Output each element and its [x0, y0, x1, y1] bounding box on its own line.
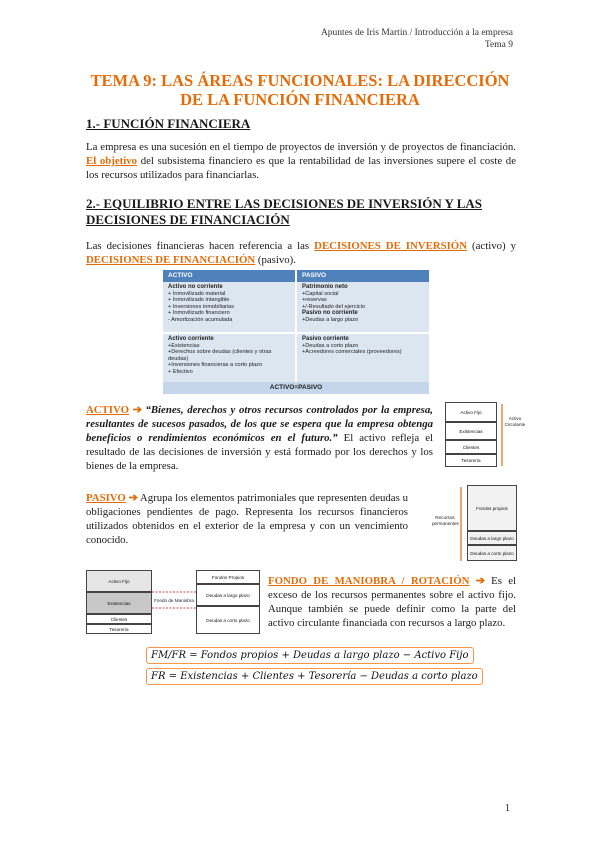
- fondo-text: Es el exceso de los recursos permanentes sobre el activo fijo. Aunque también se puede definir como la parte del activo circulante financiada con recursos a largo plazo.: [268, 575, 517, 629]
- balance-header-pasivo: PASIVO: [297, 270, 429, 282]
- fondo-label: FONDO DE MANIOBRA / ROTACIÓN: [268, 575, 470, 587]
- pn-title: Patrimonio neto: [302, 284, 348, 290]
- anc-title: Activo no corriente: [168, 284, 223, 290]
- activo-label: ACTIVO: [86, 404, 129, 416]
- ac-title: Activo corriente: [168, 336, 214, 342]
- s2-hl-inversion: DECISIONES DE INVERSIÓN: [314, 240, 467, 252]
- fm-tesoreria-box: Tesorería: [86, 624, 152, 634]
- activo-paragraph: [86, 403, 433, 473]
- pc-title: Pasivo corriente: [302, 336, 349, 342]
- pasivo-diagram: [432, 485, 522, 565]
- balance-footer: ACTIVO=PASIVO: [163, 382, 429, 394]
- s2-heading-line-1: 2.- EQUILIBRIO ENTRE LAS DECISIONES DE INVERSIÓN Y LAS: [86, 196, 482, 211]
- s1-text-b: del subsistema financiero es que la rentabilidad de las inversiones supere el coste de los recursos utilizados para financiarlas.: [86, 155, 517, 181]
- anc-item: + Inversiones inmobiliarias: [168, 303, 235, 310]
- header-line-1: Apuntes de Iris Martín / Introducción a la empresa: [320, 28, 513, 38]
- pc-item: +Acreedores comerciales (proveedores): [302, 349, 402, 356]
- activo-arrow-icon: ➔: [132, 404, 142, 416]
- anc-item: - Amortización acumulada: [168, 316, 233, 323]
- fondo-arrow-icon: ➔: [475, 575, 485, 587]
- formula-fm: FM/FR = Fondos propios + Deudas a largo plazo − Activo Fijo: [146, 647, 474, 664]
- balance-table: [163, 270, 429, 394]
- section-2-paragraph: [86, 239, 516, 267]
- pn-item: +reservas: [302, 297, 327, 304]
- anc-cell: [163, 284, 295, 324]
- s2-hl-financiacion: DECISIONES DE FINANCIACIÓN: [86, 254, 256, 266]
- pasivo-paragraph: [86, 491, 408, 547]
- fm-clientes-box: Clientes: [86, 614, 152, 624]
- fm-activo-fijo-box: Activo Fijo: [86, 570, 152, 592]
- fm-deudas-corto-box: Deudas a corto plazo: [196, 606, 260, 634]
- pnc-item: +Deudas a largo plazo: [302, 316, 359, 323]
- activo-fijo-box: Activo Fijo: [445, 402, 497, 422]
- pasivo-arrow-line-icon: [458, 485, 466, 563]
- ac-item: +Existencias: [168, 342, 200, 349]
- anc-item: + Inmovilizado financiero: [168, 310, 230, 317]
- balance-row-divider: [163, 332, 429, 334]
- activo-arrow-line-icon: [499, 402, 507, 468]
- pasivo-text: Agrupa los elementos patrimoniales que representen deudas u obligaciones pendientes de pago. Representa los recursos financieros utilizados obtenidos en el exterior de la empresa y con un vencimiento conocido.: [86, 492, 409, 546]
- clientes-box: Clientes: [445, 440, 497, 454]
- balance-header-activo: ACTIVO: [163, 270, 295, 282]
- activo-quote: “Bienes, derechos y otros recursos controlados por la empresa, resultantes de sucesos pasados, de los que se espera que la empresa obtenga beneficios o rendimientos económicos en el futuro.”: [86, 404, 433, 444]
- title-line-1: TEMA 9: LAS ÁREAS FUNCIONALES: LA DIRECCIÓN: [90, 71, 510, 90]
- fm-fondos-propios-box: Fondos Propios: [196, 570, 260, 584]
- ac-cell: [163, 336, 295, 376]
- s1-highlight: El objetivo: [86, 155, 138, 167]
- fm-existencias-box: Existencias: [86, 592, 152, 614]
- section-2-heading: [86, 196, 516, 228]
- s2-text-c: (pasivo).: [257, 254, 296, 266]
- pn-cell: [297, 284, 429, 324]
- ac-item: + Efectivo: [168, 368, 193, 375]
- s2-heading-line-2: DECISIONES DE FINANCIACIÓN: [86, 212, 290, 227]
- fm-middle-label: Fondo de Maniobra: [154, 598, 194, 603]
- fm-diagram: [86, 570, 262, 642]
- pc-item: +Deudas a corto plazo: [302, 342, 359, 349]
- anc-item: + Inmovilizado intangible: [168, 297, 230, 304]
- s2-text-b: (activo) y: [472, 240, 517, 252]
- fondo-paragraph: [268, 574, 516, 630]
- deudas-corto-box: Deudas a corto plazo: [467, 545, 517, 561]
- anc-item: + Inmovilizado material: [168, 290, 226, 297]
- pn-item: +Capital social: [302, 290, 339, 297]
- pn-item: +/-Resultado del ejercicio: [302, 303, 365, 310]
- tesoreria-box: Tesorería: [445, 454, 497, 467]
- activo-circulante-label: Activo Circulante: [504, 416, 526, 427]
- activo-text: El activo refleja el resultado de las decisiones de inversión y está formado por los derechos y los bienes de la empresa.: [86, 432, 434, 472]
- pasivo-arrow-icon: ➔: [128, 492, 138, 504]
- s2-text-a: Las decisiones financieras hacen referencia a las: [86, 240, 310, 252]
- activo-diagram: [445, 402, 545, 472]
- header-line-2: Tema 9: [484, 40, 513, 50]
- section-1-heading: 1.- FUNCIÓN FINANCIERA: [86, 116, 251, 131]
- running-header: [321, 27, 513, 51]
- ac-item: +Inversiones financieras a corto plazo: [168, 362, 263, 369]
- s1-text-a: La empresa es una sucesión en el tiempo de proyectos de inversión y de proyectos de financiación.: [86, 141, 516, 153]
- pc-cell: [297, 336, 429, 356]
- pasivo-label: PASIVO: [86, 492, 126, 504]
- title-line-2: DE LA FUNCIÓN FINANCIERA: [180, 90, 420, 109]
- fm-deudas-largo-box: Deudas a largo plazo: [196, 584, 260, 606]
- page-title: [60, 71, 540, 109]
- pnc-title: Pasivo no corriente: [302, 310, 358, 317]
- deudas-largo-box: Deudas a largo plazo: [467, 531, 517, 545]
- ac-item: +Derechos sobre deudas (clientes y otras: [168, 349, 272, 356]
- page-number: 1: [505, 803, 510, 814]
- section-1-paragraph: [86, 140, 516, 182]
- formula-fr: FR = Existencias + Clientes + Tesorería − Deudas a corto plazo: [146, 668, 483, 685]
- fondos-propios-box: Fondos propios: [467, 485, 517, 531]
- recursos-permanentes-label: Recursos permanentes: [432, 515, 459, 526]
- existencias-box: Existencias: [445, 422, 497, 440]
- ac-item: deudas): [168, 355, 189, 362]
